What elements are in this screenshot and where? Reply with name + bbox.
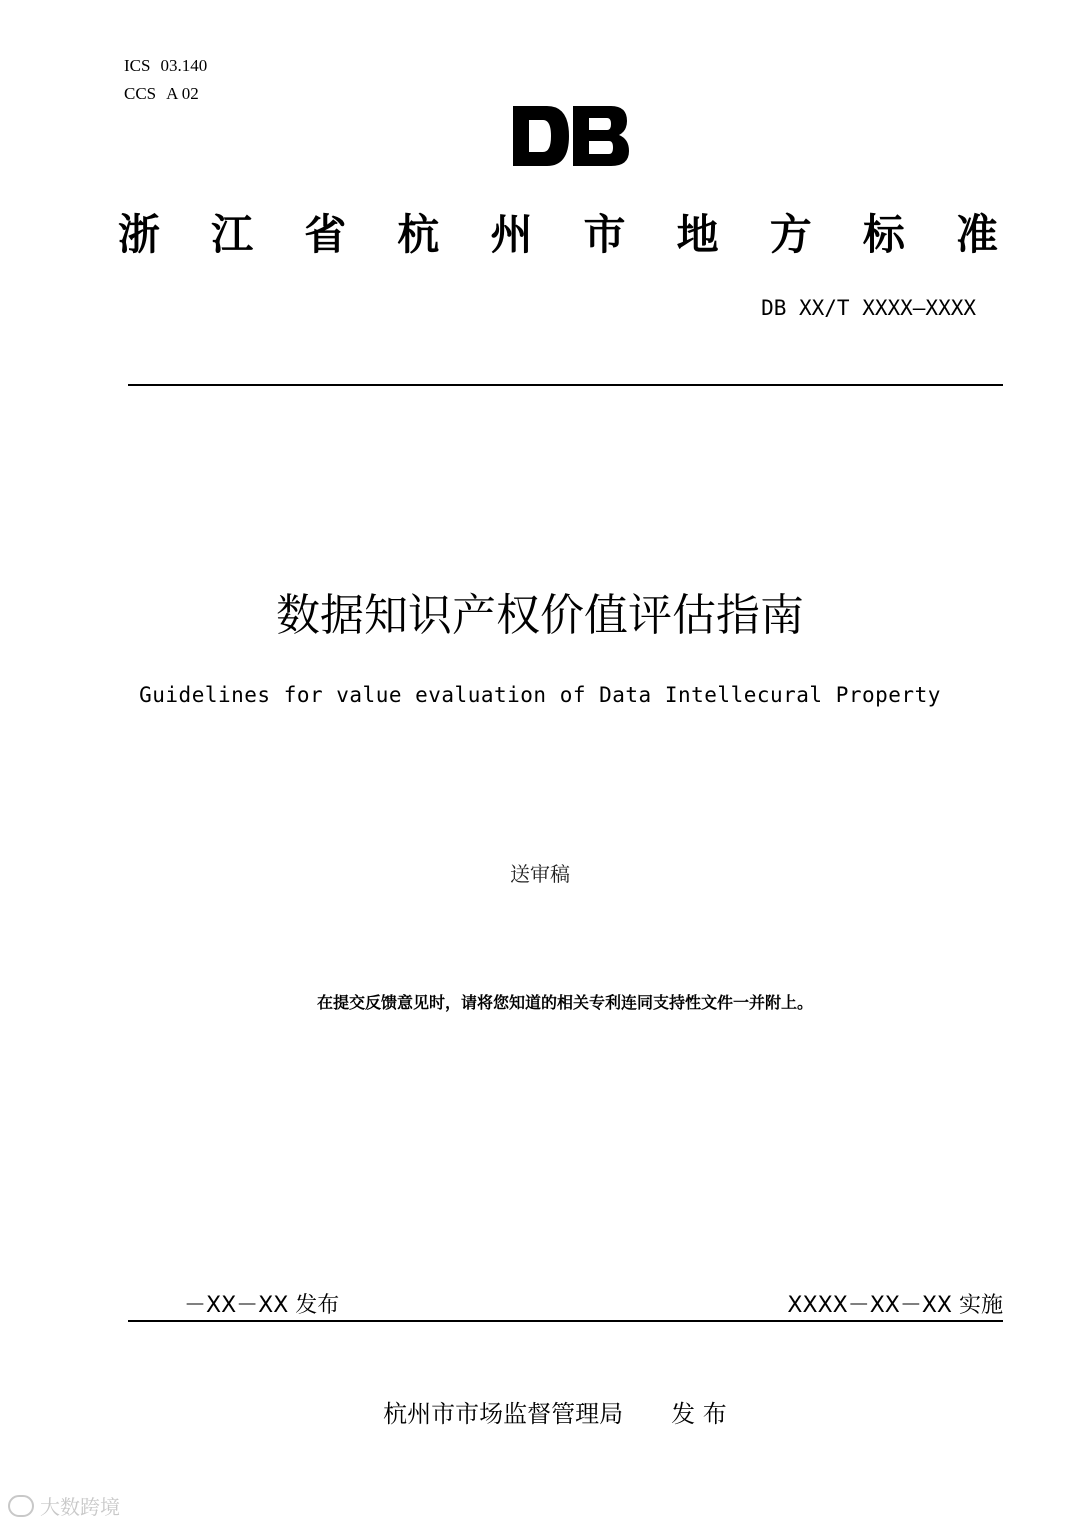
- draft-status: 送审稿: [510, 862, 570, 886]
- ics-label: ICS: [124, 56, 151, 75]
- top-divider: [128, 384, 1003, 386]
- ccs-label: CCS: [124, 84, 157, 103]
- document-title-english: Guidelines for value evaluation of Data Intellecural Property: [139, 683, 941, 707]
- feedback-note: 在提交反馈意见时，请将您知道的相关专利连同支持性文件一并附上。: [316, 993, 813, 1012]
- standard-name-char: 方: [769, 210, 812, 259]
- ics-line: [124, 52, 207, 80]
- bottom-divider: [128, 1320, 1003, 1322]
- db-logo: [513, 106, 629, 166]
- standard-name-char: 州: [490, 210, 533, 259]
- classification-codes: [124, 52, 207, 108]
- standard-name-char: 杭: [397, 210, 440, 259]
- watermark-logo-icon: [8, 1495, 34, 1517]
- standard-code: DB XX/T XXXX—XXXX: [761, 296, 976, 320]
- standard-name-char: 江: [211, 210, 254, 259]
- issue-date: －XX－XX 发布: [184, 1293, 340, 1318]
- implementation-date: XXXX－XX－XX 实施: [787, 1293, 1003, 1318]
- ccs-code: A 02: [166, 84, 199, 103]
- standard-name-char: 浙: [118, 210, 161, 259]
- standard-name-char: 标: [862, 210, 905, 259]
- issuing-authority: 杭州市市场监督管理局 发 布: [383, 1400, 727, 1428]
- ccs-line: [124, 80, 207, 108]
- watermark: [8, 1491, 120, 1520]
- standard-name-char: 地: [676, 210, 719, 259]
- document-title: 数据知识产权价值评估指南: [276, 590, 804, 641]
- watermark-text: 大数跨境: [40, 1495, 120, 1519]
- ics-code: 03.140: [160, 56, 208, 75]
- standard-name-char: 省: [304, 210, 347, 259]
- standard-name: [118, 205, 998, 265]
- standard-name-char: 准: [955, 210, 998, 259]
- standard-name-char: 市: [583, 210, 626, 259]
